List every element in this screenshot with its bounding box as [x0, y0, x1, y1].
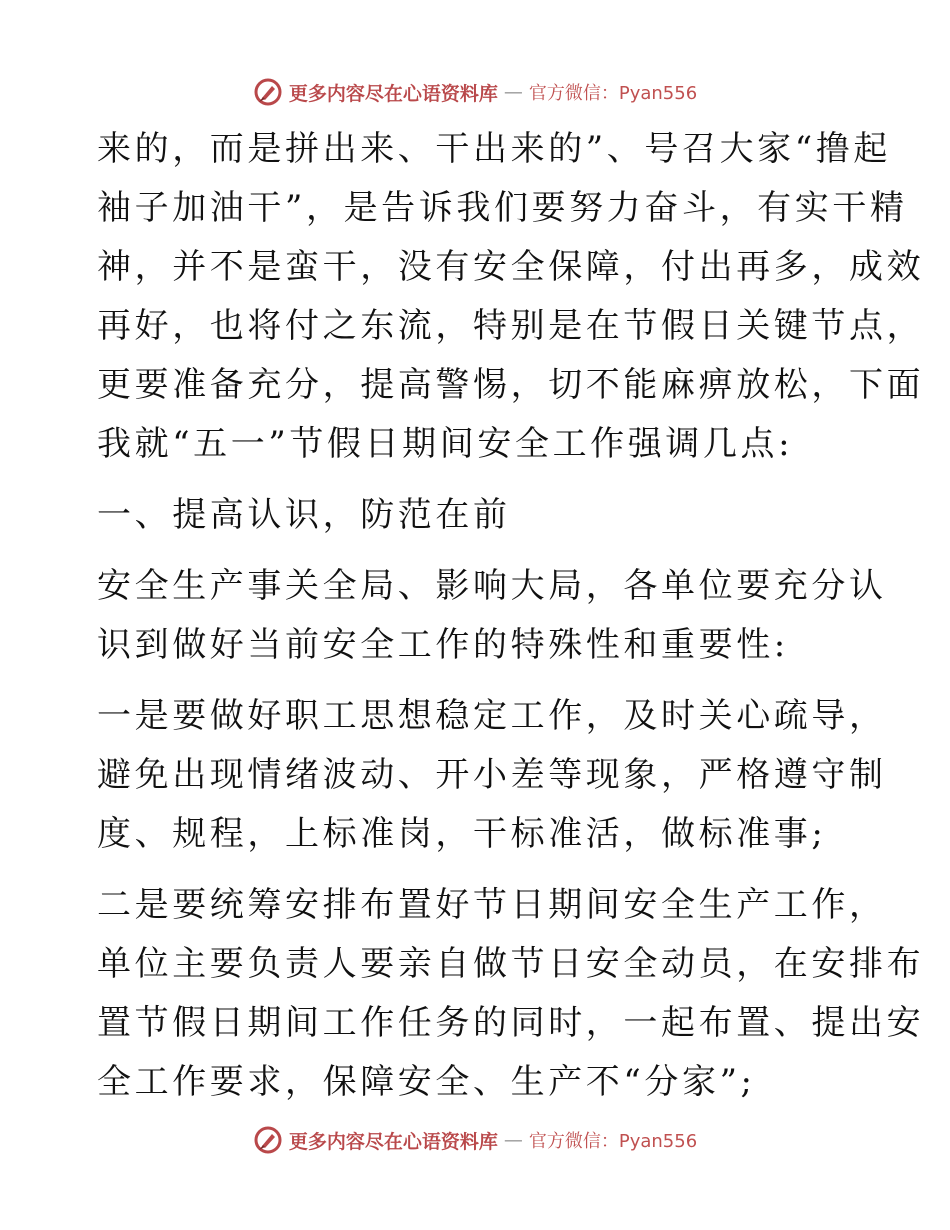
paragraph-awareness [97, 557, 887, 675]
text-line: 二是要统筹安排布置好节日期间安全生产工作， [97, 885, 887, 925]
watermark-contact: 官方微信：Pyan556 [528, 83, 698, 104]
section-heading: 一、提高认识，防范在前 [97, 495, 511, 535]
text-line: 度、规程，上标准岗，干标准活，做标准事; [97, 814, 827, 854]
text-line: 单位主要负责人要亲自做节日安全动员，在安排布 [97, 944, 925, 984]
watermark-separator: — [503, 1129, 523, 1151]
watermark-text: 更多内容尽在心语资料库 [288, 82, 498, 105]
paragraph-point-two [97, 876, 925, 1112]
text-line: 我就“五一”节假日期间安全工作强调几点: [97, 424, 794, 464]
text-line: 安全生产事关全局、影响大局，各单位要充分认 [97, 566, 887, 606]
text-line: 置节假日期间工作任务的同时，一起布置、提出安 [97, 1003, 925, 1043]
pen-nib-circle-icon [253, 77, 283, 107]
paragraph-point-one [97, 687, 887, 864]
watermark-contact: 官方微信：Pyan556 [528, 1131, 698, 1152]
watermark-separator: — [503, 81, 523, 103]
text-line: 全工作要求，保障安全、生产不“分家”; [97, 1062, 756, 1102]
text-line: 一是要做好职工思想稳定工作，及时关心疏导， [97, 696, 887, 736]
text-line: 再好，也将付之东流，特别是在节假日关键节点， [97, 306, 925, 346]
header-watermark [0, 72, 950, 112]
footer-watermark [0, 1120, 950, 1160]
paragraph-intro [97, 120, 925, 474]
text-line: 识到做好当前安全工作的特殊性和重要性: [97, 625, 789, 665]
text-line: 避免出现情绪波动、开小差等现象，严格遵守制 [97, 755, 887, 795]
document-body [97, 120, 925, 1112]
pen-nib-circle-icon [253, 1125, 283, 1155]
text-line: 更要准备充分，提高警惕，切不能麻痹放松，下面 [97, 365, 925, 405]
watermark-text: 更多内容尽在心语资料库 [288, 1130, 498, 1153]
text-line: 袖子加油干”，是告诉我们要努力奋斗，有实干精 [97, 188, 908, 228]
text-line: 来的，而是拼出来、干出来的”、号召大家“撸起 [97, 129, 891, 169]
text-line: 神，并不是蛮干，没有安全保障，付出再多，成效 [97, 247, 925, 287]
